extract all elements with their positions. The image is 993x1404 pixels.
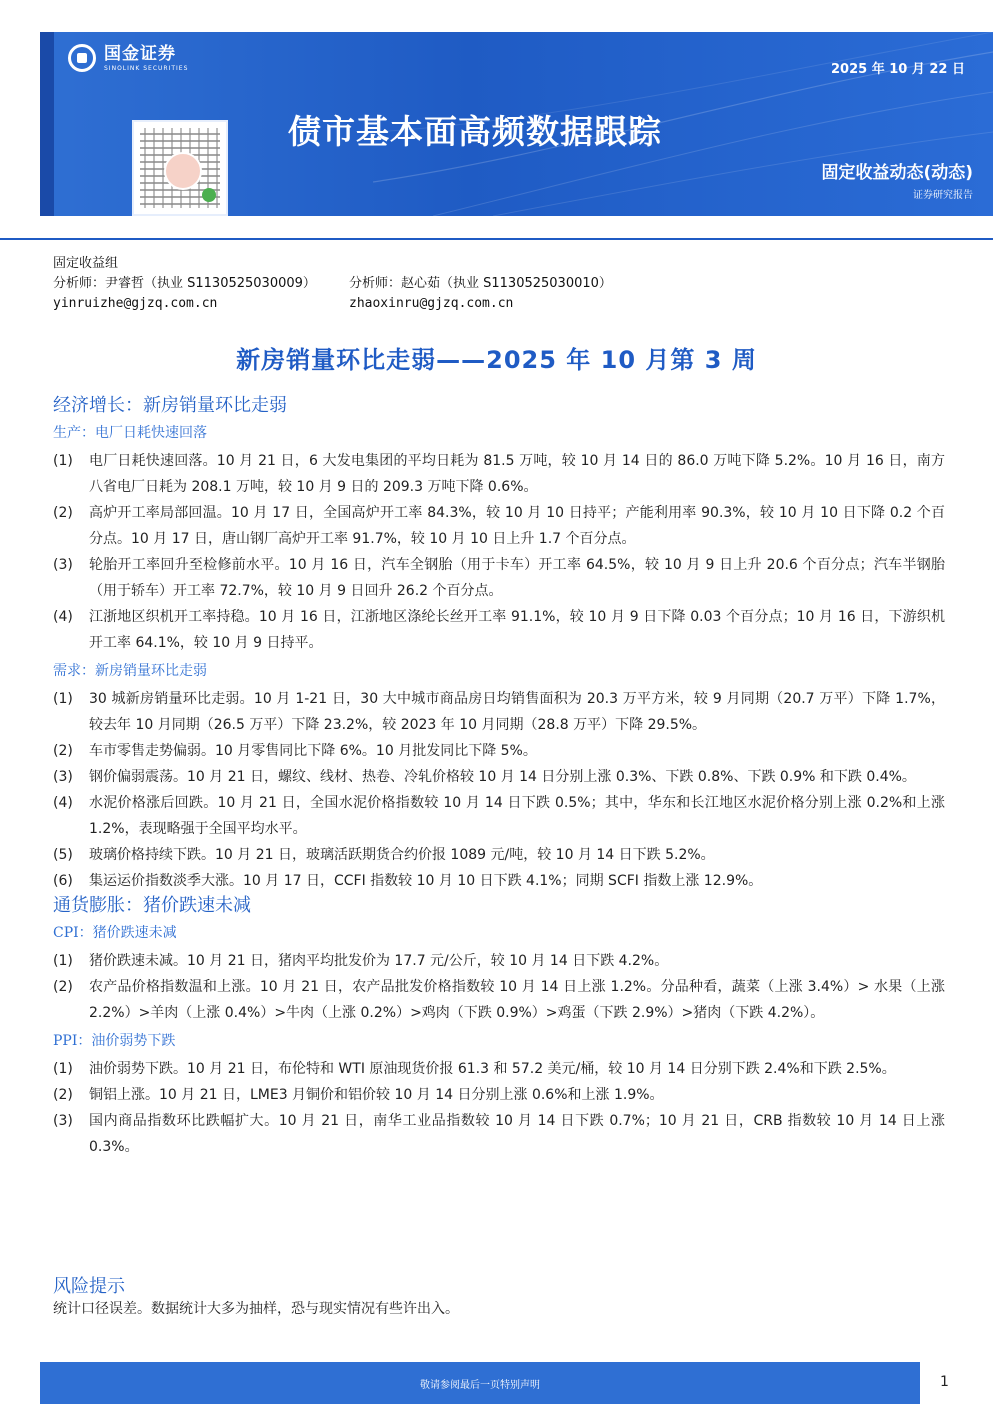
list-item [53,448,945,500]
item-number: (6) [53,873,73,889]
ppi-list [53,1056,945,1160]
item-text: 集运运价指数淡季大涨。10 月 17 日，CCFI 指数较 10 月 10 日下跌 4.1%；同期 SCFI 指数上涨 12.9%。 [89,873,763,889]
list-item [53,686,945,738]
list-item [53,1056,945,1082]
subsection-title-demand: 需求：新房销量环比走弱 [53,663,207,679]
report-headline: 新房销量环比走弱——2025 年 10 月第 3 周 [236,346,757,374]
logo-mark-icon [68,44,96,72]
item-number: (5) [53,847,73,863]
page-number: 1 [940,1374,949,1390]
report-date: 2025 年 10 月 22 日 [831,62,965,77]
list-item [53,948,945,974]
list-item [53,500,945,552]
section-title-growth: 经济增长：新房销量环比走弱 [53,395,287,416]
report-type: 固定收益动态(动态) [821,163,973,183]
item-number: (1) [53,1061,73,1077]
item-number: (2) [53,1087,73,1103]
item-text: 农产品价格指数温和上涨。10 月 21 日，农产品批发价格指数较 10 月 14 日上涨 1.2%。分品种看，蔬菜（上涨 3.4%）> 水果（上涨 2.2%）>羊肉（上涨 0.4%）>牛肉（上涨 0.2%）>鸡肉（下跌 0.9%）>鸡蛋（下跌 2.9%）>猪肉（下跌 4.2%）。 [89,979,945,1021]
list-item [53,974,945,1026]
qr-center-avatar [164,152,202,190]
footer-note: 敬请参阅最后一页特别声明 [420,1380,540,1391]
list-item [53,738,945,764]
brand-logo [68,44,188,72]
item-text: 水泥价格涨后回跌。10 月 21 日，全国水泥价格指数较 10 月 14 日下跌 0.5%；其中，华东和长江地区水泥价格分别上涨 0.2%和上涨 1.2%，表现略强于全国平均水平。 [89,795,945,837]
logo-text: 国金证券 [104,43,176,64]
list-item [53,1082,945,1108]
analyst-block [53,254,612,314]
analyst-1-email[interactable]: yinruizhe@gjzq.com.cn [53,296,218,311]
item-text: 电厂日耗快速回落。10 月 21 日，6 大发电集团的平均日耗为 81.5 万吨，较 10 月 14 日的 86.0 万吨下降 5.2%。10 月 16 日，南方八省电厂日耗为 208.1 万吨，较 10 月 9 日的 209.3 万吨下降 0.6%。 [89,453,945,495]
risk-title: 风险提示 [53,1276,125,1297]
list-item [53,790,945,842]
item-text: 油价弱势下跌。10 月 21 日，布伦特和 WTI 原油现货价报 61.3 和 57.2 美元/桶，较 10 月 14 日分别下跌 2.4%和下跌 2.5%。 [89,1061,896,1077]
list-item [53,604,945,656]
analyst-2: 分析师：赵心茹（执业 S1130525030010） [349,276,612,291]
analyst-2-email[interactable]: zhaoxinru@gjzq.com.cn [349,296,514,311]
analyst-group: 固定收益组 [53,256,119,271]
list-item [53,842,945,868]
item-text: 玻璃价格持续下跌。10 月 21 日，玻璃活跃期货合约价报 1089 元/吨，较 10 月 14 日下跌 5.2%。 [89,847,715,863]
item-number: (3) [53,1113,73,1129]
item-text: 钢价偏弱震荡。10 月 21 日，螺纹、线材、热卷、冷轧价格较 10 月 14 日分别上涨 0.3%、下跌 0.8%、下跌 0.9% 和下跌 0.4%。 [89,769,916,785]
cpi-list [53,948,945,1026]
wechat-badge-icon [202,188,216,202]
report-kind: 证券研究报告 [913,190,973,201]
item-text: 猪价跌速未减。10 月 21 日，猪肉平均批发价为 17.7 元/公斤，较 10 月 14 日下跌 4.2%。 [89,953,669,969]
item-number: (4) [53,609,73,625]
subsection-title-production: 生产：电厂日耗快速回落 [53,425,207,441]
list-item [53,868,945,894]
production-list [53,448,945,656]
demand-list [53,686,945,894]
item-text: 江浙地区织机开工率持稳。10 月 16 日，江浙地区涤纶长丝开工率 91.1%，较 10 月 9 日下降 0.03 个百分点；10 月 16 日，下游织机开工率 64.1%，较 10 月 9 日持平。 [89,609,945,651]
section-title-inflation: 通货膨胀：猪价跌速未减 [53,895,251,916]
item-text: 高炉开工率局部回温。10 月 17 日，全国高炉开工率 84.3%，较 10 月 10 日持平；产能利用率 90.3%，较 10 月 10 日下降 0.2 个百分点。10 月 17 日，唐山钢厂高炉开工率 91.7%，较 10 月 10 日上升 1.7 个百分点。 [89,505,945,547]
item-number: (1) [53,453,73,469]
list-item [53,1108,945,1160]
item-number: (2) [53,979,73,995]
item-text: 30 城新房销量环比走弱。10 月 1-21 日，30 大中城市商品房日均销售面积为 20.3 万平方米，较 9 月同期（20.7 万平）下降 1.7%，较去年 10 月同期（26.5 万平）下降 23.2%，较 2023 年 10 月同期（28.8 万平）下降 29.5%。 [89,691,945,733]
item-number: (2) [53,743,73,759]
subsection-title-ppi: PPI：油价弱势下跌 [53,1033,176,1049]
banner-edge [40,32,54,216]
item-number: (3) [53,769,73,785]
subsection-title-cpi: CPI：猪价跌速未减 [53,925,177,941]
item-text: 铜铝上涨。10 月 21 日，LME3 月铜价和铝价较 10 月 14 日分别上涨 0.6%和上涨 1.9%。 [89,1087,664,1103]
risk-text: 统计口径误差。数据统计大多为抽样，恐与现实情况有些许出入。 [53,1301,459,1317]
report-body [53,394,945,1160]
item-number: (1) [53,953,73,969]
item-number: (1) [53,691,73,707]
item-text: 国内商品指数环比跌幅扩大。10 月 21 日，南华工业品指数较 10 月 14 日下跌 0.7%；10 月 21 日，CRB 指数较 10 月 14 日上涨 0.3%。 [89,1113,945,1155]
item-text: 车市零售走势偏弱。10 月零售同比下降 6%。10 月批发同比下降 5%。 [89,743,537,759]
report-title: 债市基本面高频数据跟踪 [288,112,662,151]
analyst-1: 分析师：尹睿哲（执业 S1130525030009） [53,276,316,291]
item-number: (2) [53,505,73,521]
item-number: (4) [53,795,73,811]
item-number: (3) [53,557,73,573]
list-item [53,552,945,604]
logo-text-en: SINOLINK SECURITIES [104,64,189,72]
item-text: 轮胎开工率回升至检修前水平。10 月 16 日，汽车全钢胎（用于卡车）开工率 64.5%，较 10 月 9 日上升 20.6 个百分点；汽车半钢胎（用于轿车）开工率 72.7%，较 10 月 9 日回升 26.2 个百分点。 [89,557,945,599]
qr-code [132,120,228,216]
header-divider [0,238,993,240]
list-item [53,764,945,790]
